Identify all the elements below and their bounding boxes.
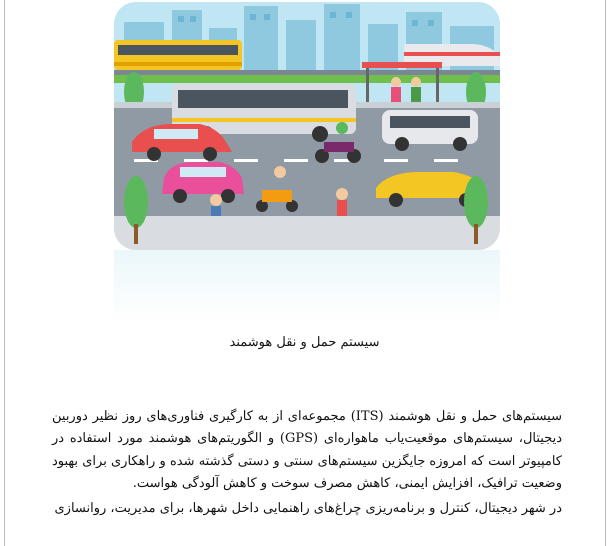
- illustration-reflection: [114, 250, 500, 320]
- page-border-right: [605, 0, 606, 546]
- page-border-left: [4, 0, 5, 546]
- paragraph-digital-city: در شهر دیجیتال، کنترل و برنامه‌ریزی چراغ‌های راهنمایی داخل شهرها، برای مدیریت، روانسازی: [54, 500, 562, 516]
- figure-caption: سیستم حمل و نقل هوشمند: [229, 335, 380, 350]
- smart-transport-illustration: [114, 2, 500, 250]
- body-text: [52, 406, 562, 522]
- paragraph-its-definition: سیستم‌های حمل و نقل هوشمند (ITS) مجموعه‌ای از به کارگیری فناوری‌های روز نظیر دوربین دیجیتال، سیستم‌های موقعیت‌یاب ماهواره‌ای (GPS) و الگوریتم‌های هوشمند مورد استفاده در کامپیوتر است که امروزه جایگزین سیستم‌های سنتی و دستی گذشته شده و راهکاری برای بهبود وضعیت ترافیک، افزایش ایمنی، کاهش مصرف سوخت و کاهش آلودگی هواست.: [52, 409, 562, 492]
